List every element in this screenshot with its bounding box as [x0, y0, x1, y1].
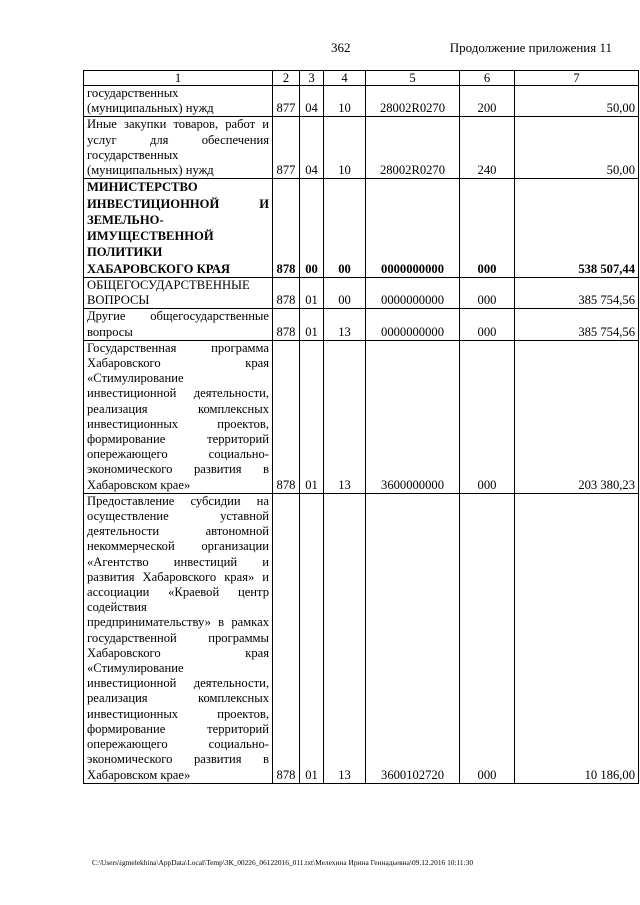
subsection-code: 10: [324, 117, 366, 179]
column-header: 4: [324, 71, 366, 86]
section-code: 00: [300, 179, 324, 278]
section-code: 01: [300, 309, 324, 340]
ministry-code: 878: [273, 493, 300, 783]
table-row: [84, 493, 639, 783]
subsection-code: 13: [324, 309, 366, 340]
row-name: Другие общегосударственные вопросы: [84, 309, 273, 340]
expense-type-code: 000: [460, 493, 515, 783]
column-header: 7: [515, 71, 639, 86]
subsection-code: 00: [324, 278, 366, 309]
amount: 10 186,00: [515, 493, 639, 783]
target-article-code: 0000000000: [366, 278, 460, 309]
amount: 50,00: [515, 117, 639, 179]
column-header: 5: [366, 71, 460, 86]
section-code: 01: [300, 493, 324, 783]
table-row: [84, 278, 639, 309]
amount: 203 380,23: [515, 340, 639, 493]
amount: 538 507,44: [515, 179, 639, 278]
ministry-code: 877: [273, 117, 300, 179]
column-header: 1: [84, 71, 273, 86]
column-header: 2: [273, 71, 300, 86]
target-article-code: 3600000000: [366, 340, 460, 493]
column-header: 6: [460, 71, 515, 86]
section-code: 04: [300, 117, 324, 179]
table-row: [84, 309, 639, 340]
appendix-caption: Продолжение приложения 11: [449, 40, 612, 55]
subsection-code: 10: [324, 86, 366, 117]
target-article-code: 3600102720: [366, 493, 460, 783]
section-code: 01: [300, 278, 324, 309]
column-header: 3: [300, 71, 324, 86]
row-name: Государственная программа Хабаровского края «Стимулирование инвестиционной деятельности, реализация комплексных инвестиционных проектов, формирование территорий опережающего социально-экономического развития в Хабаровском крае»: [84, 340, 273, 493]
expense-type-code: 000: [460, 340, 515, 493]
ministry-code: 878: [273, 309, 300, 340]
ministry-code: 877: [273, 86, 300, 117]
section-code: 01: [300, 340, 324, 493]
row-name: Предоставление субсидии на осуществление уставной деятельности автономной некоммерческой организации «Агентство инвестиций и развития Хабаровского края» и ассоциации «Краевой центр содействия предпринимательству» в рамках государственной программы Хабаровского края «Стимулирование инвестиционной деятельности, реализация комплексных инвестиционных проектов, формирование территорий опережающего социально-экономического развития в Хабаровском крае»: [84, 493, 273, 783]
ministry-code: 878: [273, 278, 300, 309]
table-row: [84, 117, 639, 179]
budget-table: [83, 70, 639, 784]
subsection-code: 13: [324, 493, 366, 783]
expense-type-code: 000: [460, 179, 515, 278]
row-name: государственных (муниципальных) нужд: [84, 86, 273, 117]
target-article-code: 0000000000: [366, 179, 460, 278]
table-row: [84, 340, 639, 493]
expense-type-code: 200: [460, 86, 515, 117]
ministry-code: 878: [273, 340, 300, 493]
section-code: 04: [300, 86, 324, 117]
target-article-code: 28002R0270: [366, 86, 460, 117]
expense-type-code: 000: [460, 309, 515, 340]
table-row: [84, 86, 639, 117]
column-header-row: [84, 71, 639, 86]
page-number: 362: [331, 40, 351, 55]
expense-type-code: 000: [460, 278, 515, 309]
subsection-code: 00: [324, 179, 366, 278]
amount: 385 754,56: [515, 278, 639, 309]
target-article-code: 0000000000: [366, 309, 460, 340]
target-article-code: 28002R0270: [366, 117, 460, 179]
amount: 385 754,56: [515, 309, 639, 340]
row-name: Иные закупки товаров, работ и услуг для обеспечения государственных (муниципальных) нужд: [84, 117, 273, 179]
amount: 50,00: [515, 86, 639, 117]
file-path-footer: C:\Users\igmelekhina\AppData\Local\Temp\ЗК_00226_06122016_011.txt\Мелехина Ирина Геннадьевна\09.12.2016 10:11:30: [92, 858, 474, 867]
row-name: МИНИСТЕРСТВО ИНВЕСТИЦИОННОЙ И ЗЕМЕЛЬНО-ИМУЩЕСТВЕННОЙ ПОЛИТИКИ ХАБАРОВСКОГО КРАЯ: [84, 179, 273, 278]
table-row-ministry: [84, 179, 639, 278]
row-name: ОБЩЕГОСУДАРСТВЕННЫЕ ВОПРОСЫ: [84, 278, 273, 309]
expense-type-code: 240: [460, 117, 515, 179]
subsection-code: 13: [324, 340, 366, 493]
ministry-code: 878: [273, 179, 300, 278]
